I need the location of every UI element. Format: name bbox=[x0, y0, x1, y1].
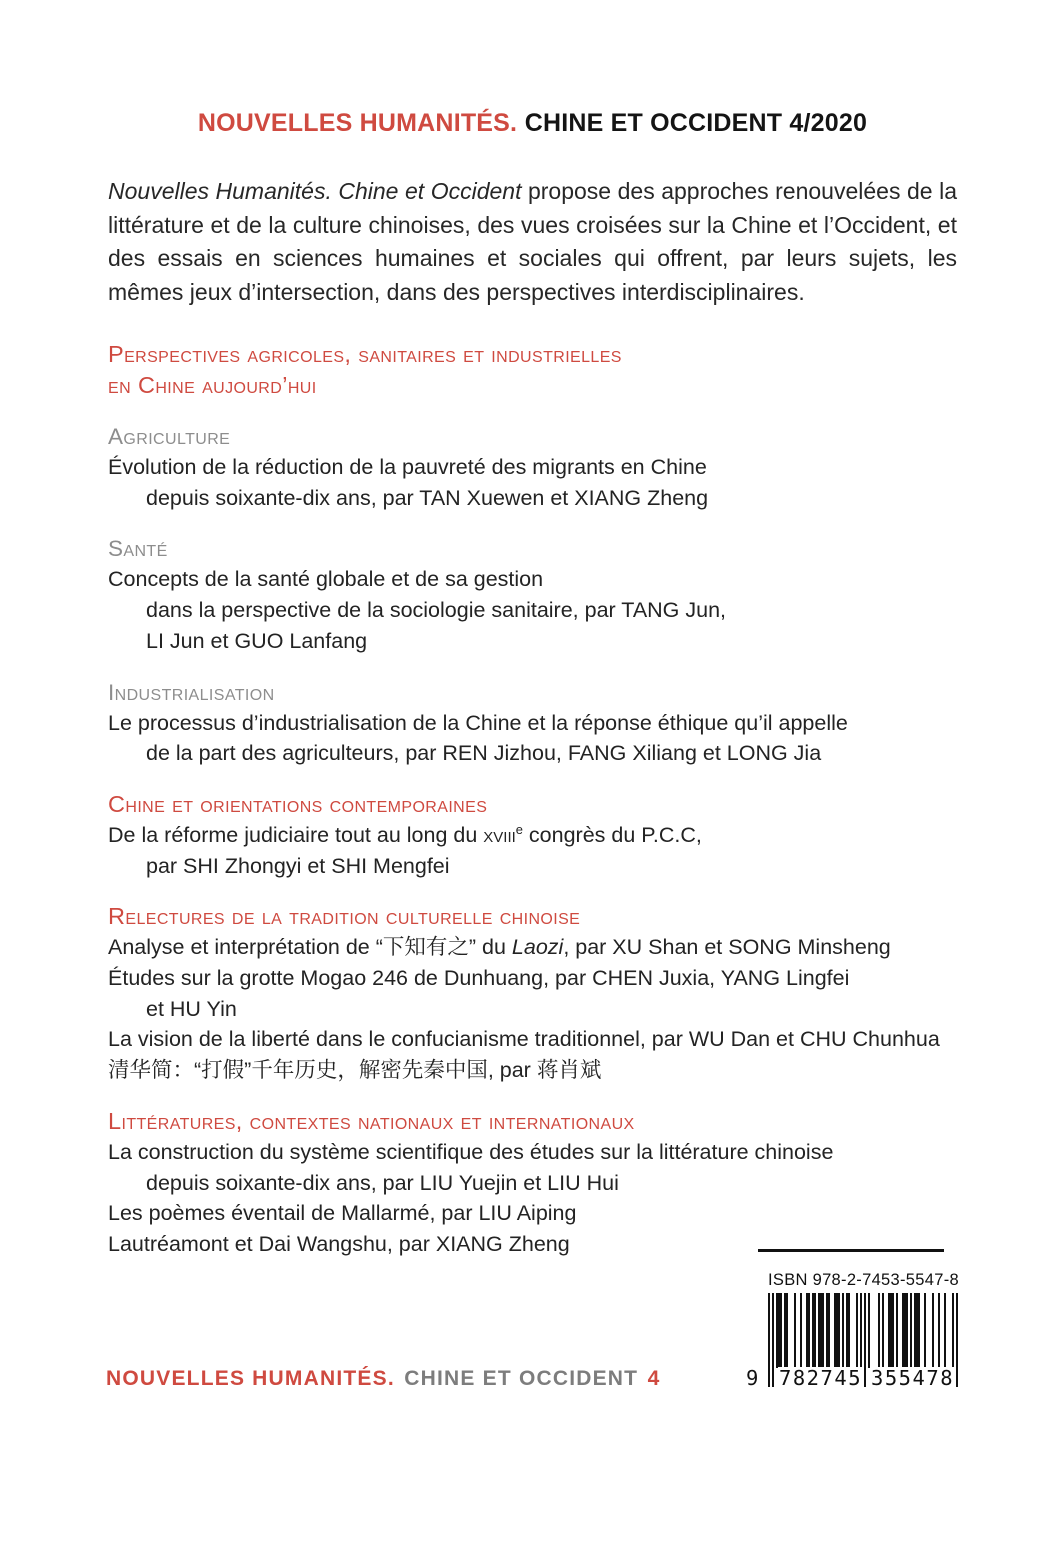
toc-item-relectures-4-chinese: 清华简：“打假”千年历史，解密先秦中国, par 蒋肖斌 bbox=[108, 1058, 602, 1083]
toc-item-relectures-2-line1: Études sur la grotte Mogao 246 de Dunhuang, par CHEN Juxia, YANG Lingfei bbox=[108, 966, 850, 991]
orientations-line1-post: congrès du P.C.C, bbox=[522, 822, 702, 847]
footer-volume-number: 4 bbox=[647, 1367, 661, 1390]
toc-item-industrialisation-line1: Le processus d’industrialisation de la Chine et la réponse éthique qu’il appelle bbox=[108, 710, 848, 735]
toc-item-orientations-line2: par SHI Zhongyi et SHI Mengfei bbox=[146, 853, 450, 878]
section-heading-line2: en Chine aujourd’hui bbox=[108, 372, 317, 398]
page-title bbox=[108, 0, 957, 138]
barcode-digits-left: 782745 bbox=[779, 1366, 863, 1390]
toc-item-relectures-1 bbox=[108, 932, 957, 963]
toc-item-litteratures-2: Les poèmes éventail de Mallarmé, par LIU Aiping bbox=[108, 1201, 577, 1226]
ean13-barcode bbox=[746, 1293, 958, 1393]
title-series-name: NOUVELLES HUMANITÉS. bbox=[197, 109, 518, 137]
section-heading-relectures: Relectures de la tradition culturelle chinoise bbox=[108, 903, 581, 930]
intro-body-text: propose des approches renouvelées de la littérature et de la culture chinoises, des vues croisées sur la Chine et l’Occident, et des essais en sciences humaines et sociales qui offrent, par leurs sujets, les mêmes jeux d’intersection, dans des perspectives interdisciplinaires. bbox=[108, 178, 957, 305]
toc-item-sante-line2: dans la perspective de la sociologie sanitaire, par TANG Jun, bbox=[146, 598, 727, 623]
toc-item-litteratures-1-line1: La construction du système scientifique des études sur la littérature chinoise bbox=[108, 1139, 834, 1164]
toc-item-relectures-3: La vision de la liberté dans le confucianisme traditionnel, par WU Dan et CHU Chunhua bbox=[108, 1027, 940, 1052]
toc-item-agriculture-line1: Évolution de la réduction de la pauvreté des migrants en Chine bbox=[108, 455, 707, 479]
barcode-block bbox=[745, 1249, 967, 1393]
title-volume: CHINE ET OCCIDENT 4/2020 bbox=[524, 109, 868, 137]
relectures-item1-title-italic: Laozi bbox=[511, 935, 564, 960]
barcode-digits-right: 355478 bbox=[871, 1366, 955, 1390]
section-heading-orientations: Chine et orientations contemporaines bbox=[108, 790, 488, 817]
toc-item-relectures-2-line2: et HU Yin bbox=[146, 996, 237, 1021]
section-heading-line1: Perspectives agricoles, sanitaires et industrielles bbox=[108, 341, 622, 367]
toc-item-litteratures-3: Lautréamont et Dai Wangshu, par XIANG Zheng bbox=[108, 1231, 570, 1256]
subsection-label-sante: Santé bbox=[108, 536, 168, 562]
footer-series-name: NOUVELLES HUMANITÉS. bbox=[106, 1367, 395, 1390]
isbn-label: ISBN 978-2-7453-5547-8 bbox=[768, 1271, 959, 1289]
toc-item-litteratures-1-line2: depuis soixante-dix ans, par LIU Yuejin et LIU Hui bbox=[146, 1170, 619, 1195]
intro-paragraph bbox=[108, 175, 957, 309]
relectures-item1-pre: Analyse et interprétation de “下知有之” du bbox=[108, 935, 512, 960]
section-heading-litteratures: Littératures, contextes nationaux et internationaux bbox=[108, 1107, 635, 1134]
orientations-ordinal-sup: e bbox=[515, 821, 523, 837]
subsection-label-industrialisation: Industrialisation bbox=[108, 679, 275, 705]
toc-item-orientations-line1 bbox=[108, 820, 957, 851]
barcode-digit-lead: 9 bbox=[746, 1366, 759, 1390]
footer-brand-line bbox=[106, 1367, 661, 1391]
toc-item-agriculture-line2: depuis soixante-dix ans, par TAN Xuewen et XIANG Zheng bbox=[146, 485, 709, 510]
toc-item-sante-line1: Concepts de la santé globale et de sa gestion bbox=[108, 567, 544, 592]
orientations-line1-pre: De la réforme judiciaire tout au long du bbox=[108, 822, 484, 847]
toc-item-industrialisation-line2: de la part des agriculteurs, par REN Jizhou, FANG Xiliang et LONG Jia bbox=[146, 741, 822, 766]
barcode-top-rule bbox=[758, 1249, 944, 1252]
footer-subtitle: CHINE ET OCCIDENT bbox=[404, 1367, 639, 1390]
relectures-item1-post: , par XU Shan et SONG Minsheng bbox=[563, 935, 891, 960]
orientations-roman-numeral: xviii bbox=[483, 822, 516, 847]
toc-item-sante-line3: LI Jun et GUO Lanfang bbox=[146, 628, 368, 653]
intro-series-name-italic: Nouvelles Humanités. Chine et Occident bbox=[108, 178, 522, 204]
section-heading-perspectives bbox=[108, 339, 957, 401]
subsection-label-agriculture: Agriculture bbox=[108, 424, 231, 449]
